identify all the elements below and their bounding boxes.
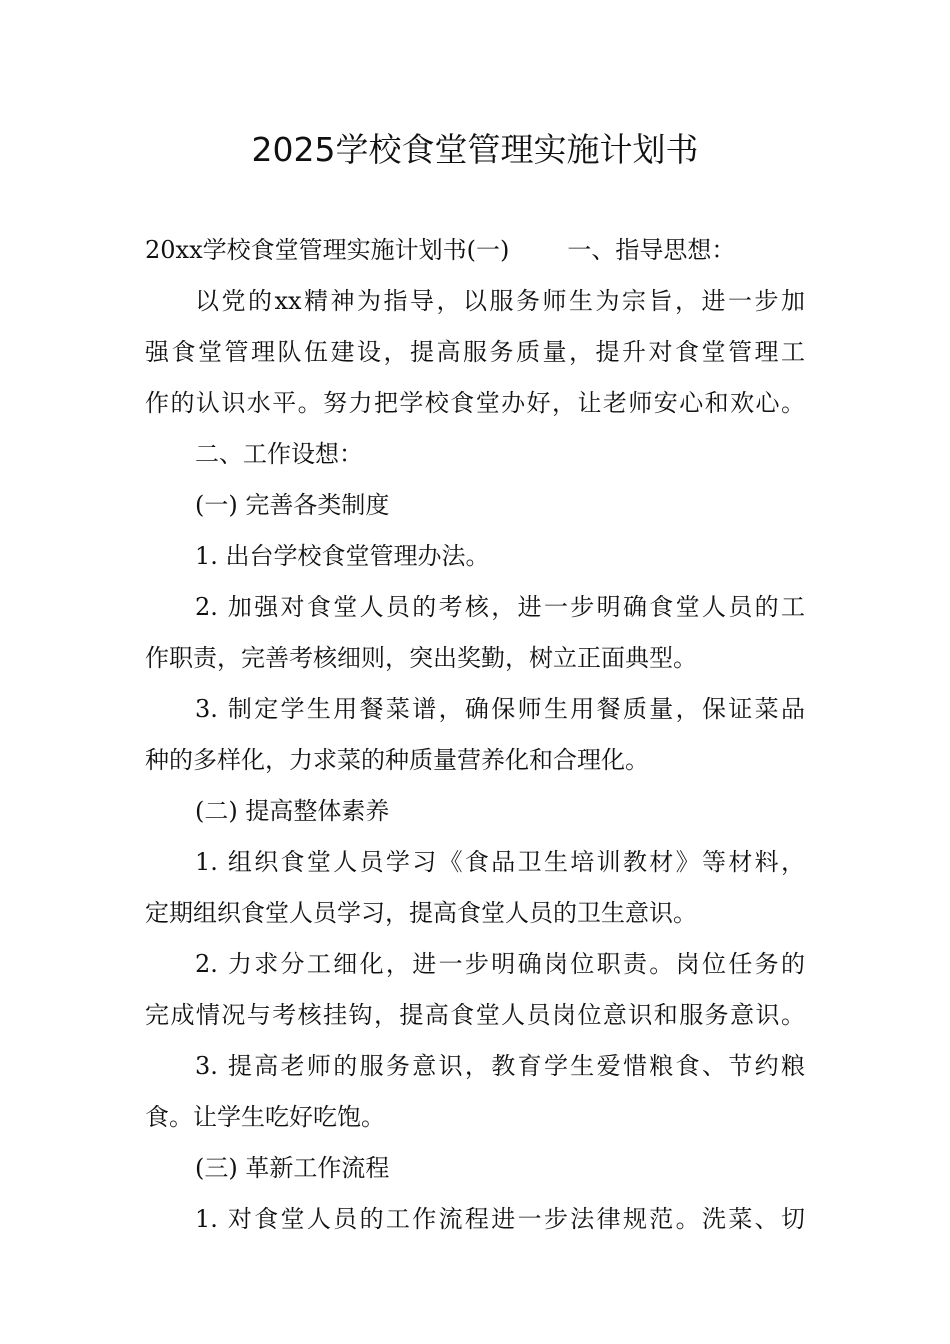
document-title: 2025学校食堂管理实施计划书 (251, 130, 699, 169)
list-item-continuation: 完成情况与考核挂钩，提高食堂人员岗位意识和服务意识。 (145, 1001, 805, 1029)
paragraph-line: 以党的xx精神为指导，以服务师生为宗旨，进一步加 (195, 287, 805, 315)
list-item: 2. 力求分工细化，进一步明确岗位职责。岗位任务的 (195, 950, 805, 978)
document-body (145, 225, 805, 1245)
section-heading-guiding-thought: 一、指导思想： (567, 236, 736, 264)
list-item: 3. 制定学生用餐菜谱，确保师生用餐质量，保证菜品 (195, 695, 805, 723)
list-item-continuation: 作职责，完善考核细则，突出奖勤，树立正面典型。 (145, 644, 697, 672)
subtitle-text: 20xx学校食堂管理实施计划书(一) (145, 236, 510, 264)
section-heading: 二、工作设想： (195, 440, 363, 468)
list-item-continuation: 定期组织食堂人员学习，提高食堂人员的卫生意识。 (145, 899, 697, 927)
list-item: 1. 出台学校食堂管理办法。 (195, 542, 490, 570)
list-item-continuation: 食。让学生吃好吃饱。 (145, 1103, 385, 1131)
paragraph-line: 作的认识水平。努力把学校食堂办好，让老师安心和欢心。 (145, 389, 805, 417)
list-item: 3. 提高老师的服务意识，教育学生爱惜粮食、节约粮 (195, 1052, 805, 1080)
list-item: 2. 加强对食堂人员的考核，进一步明确食堂人员的工 (195, 593, 805, 621)
line-1 (145, 225, 805, 276)
list-item: 1. 组织食堂人员学习《食品卫生培训教材》等材料， (195, 848, 805, 876)
list-item-continuation: 种的多样化，力求菜的种质量营养化和合理化。 (145, 746, 649, 774)
subsection-heading: (三) 革新工作流程 (195, 1154, 390, 1182)
paragraph-line: 强食堂管理队伍建设，提高服务质量，提升对食堂管理工 (145, 338, 805, 366)
subsection-heading: (一) 完善各类制度 (195, 491, 390, 519)
subsection-heading: (二) 提高整体素养 (195, 797, 390, 825)
list-item: 1. 对食堂人员的工作流程进一步法律规范。洗菜、切 (195, 1205, 805, 1233)
